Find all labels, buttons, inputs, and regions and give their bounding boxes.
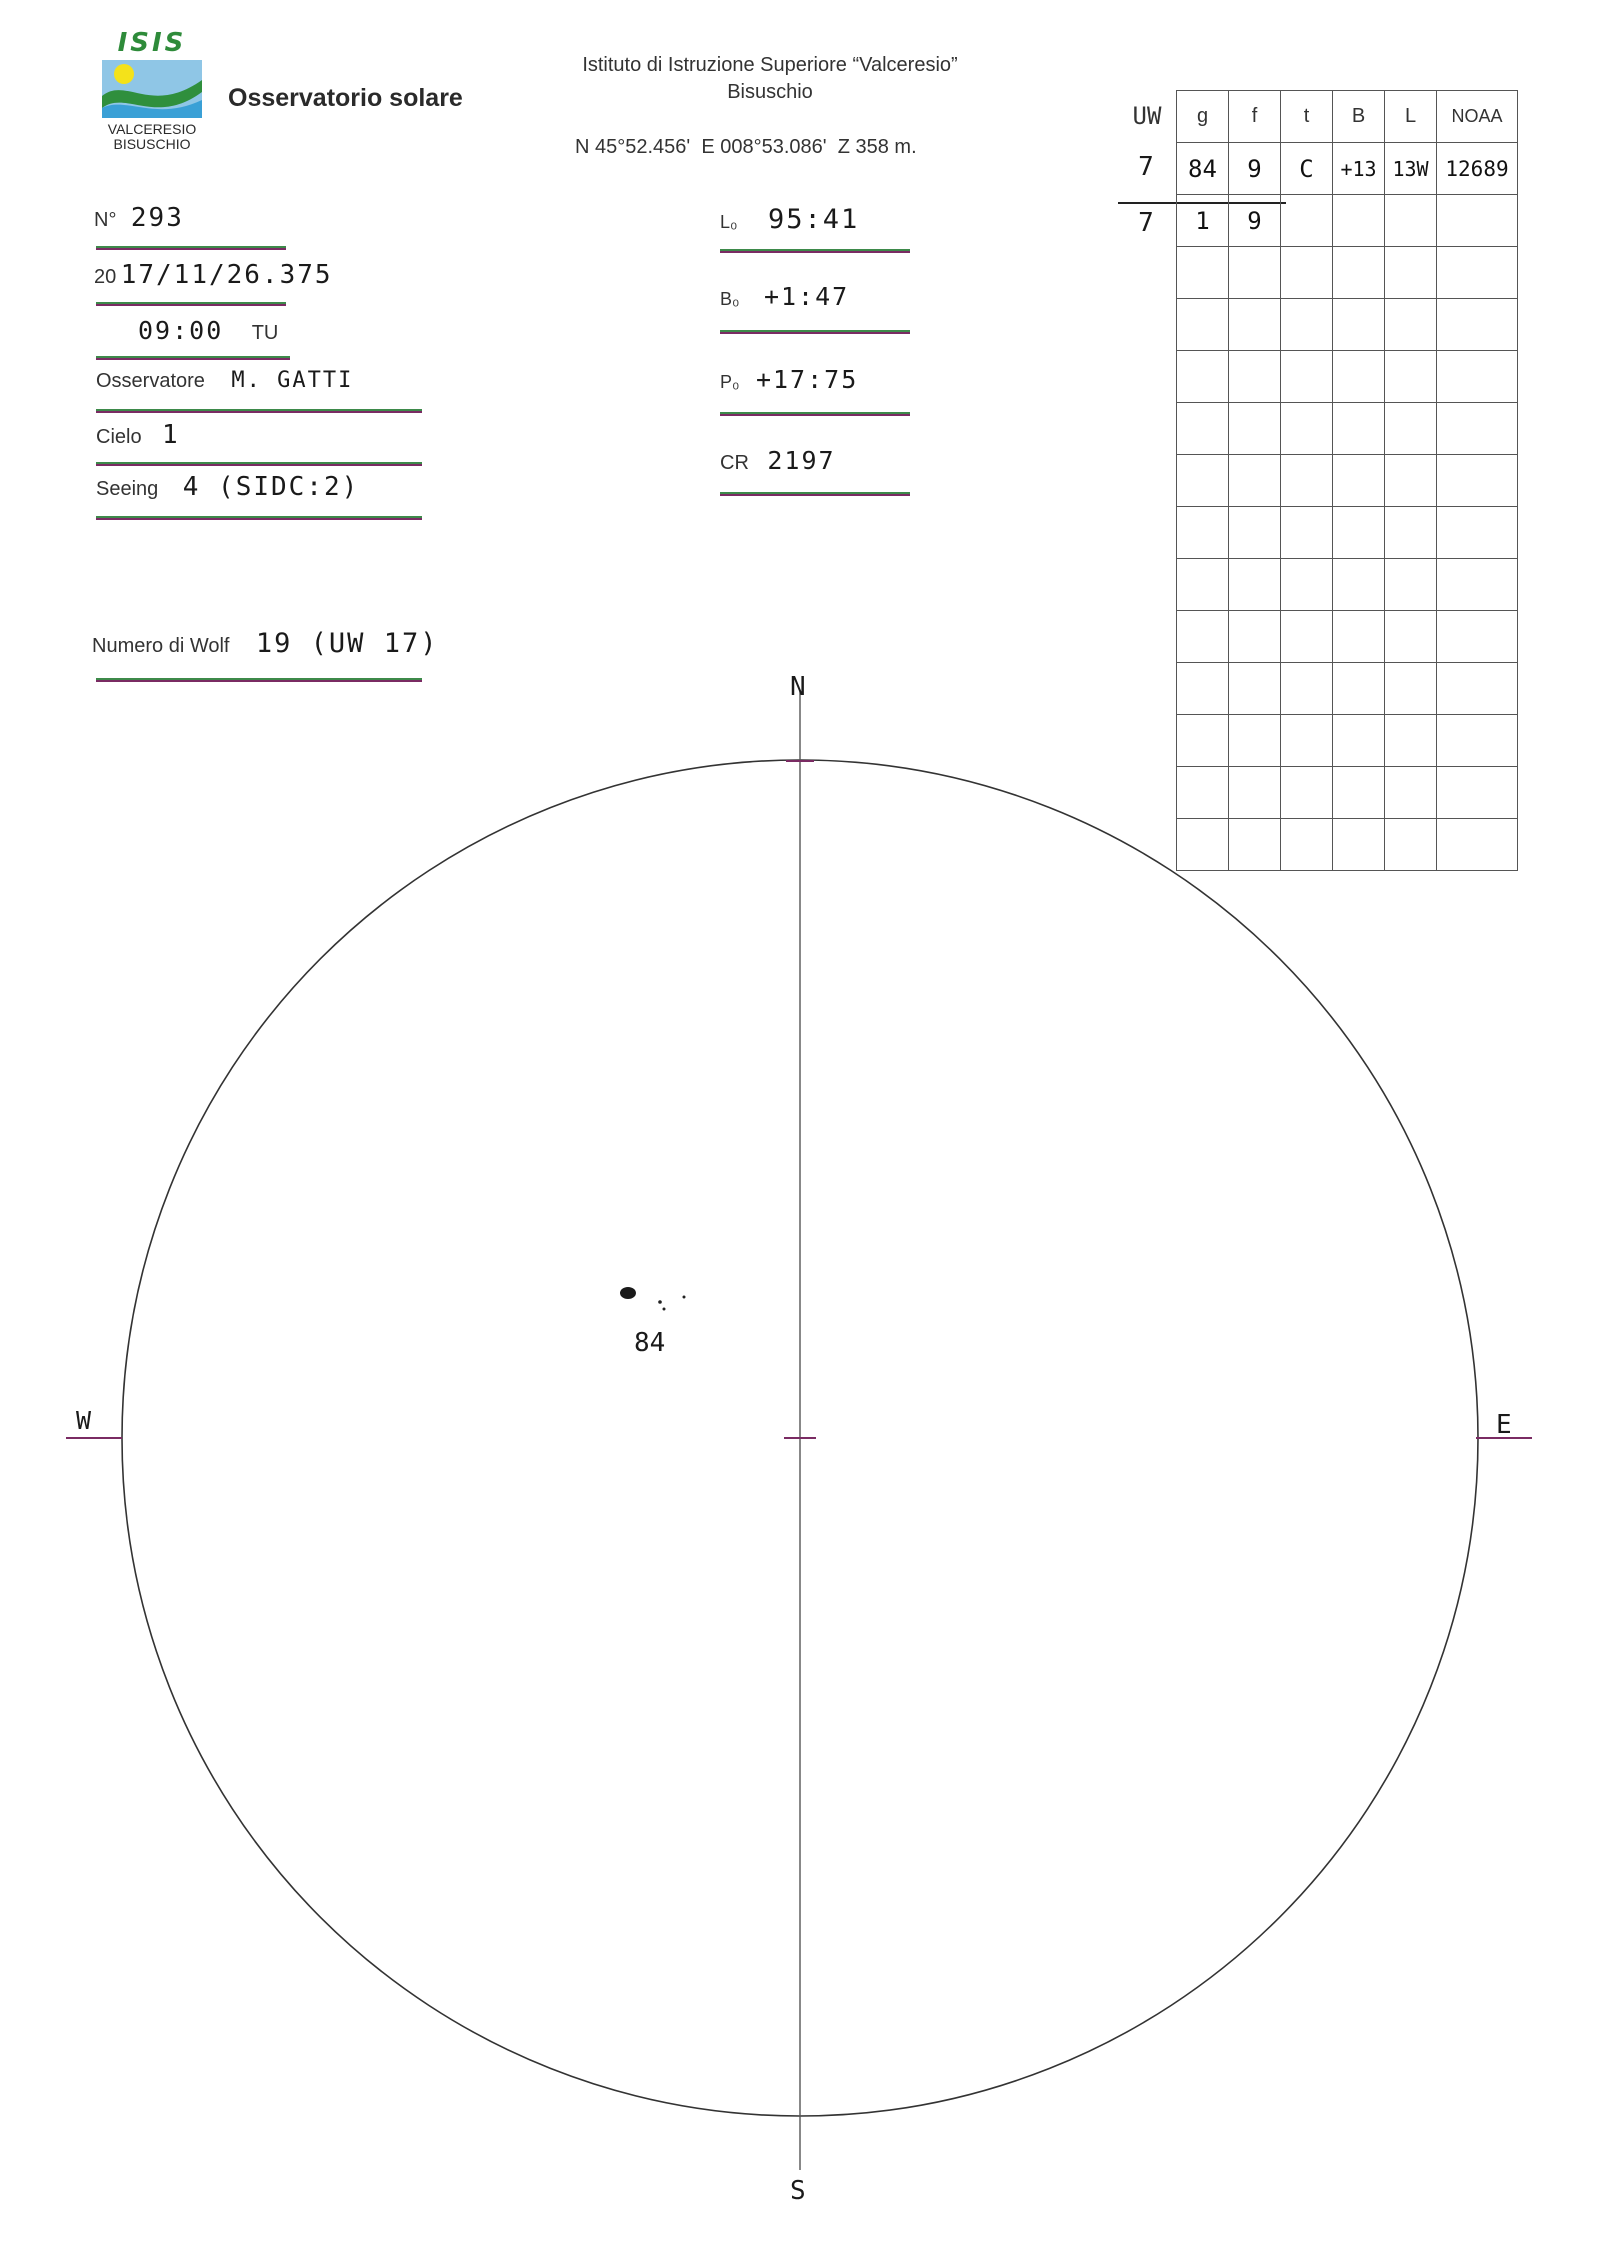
seeing-value: 4 (SIDC:2) — [182, 472, 360, 502]
wolf-label: Numero di Wolf — [92, 635, 230, 657]
institute-line-1: Istituto di Istruzione Superiore “Valceresio” — [582, 54, 958, 76]
sunspot — [620, 1287, 636, 1299]
uw-header: UW — [1132, 102, 1162, 130]
observer-value: M. GATTI — [231, 368, 354, 393]
sunspot — [658, 1300, 662, 1304]
time-value: 09:00 — [138, 316, 224, 345]
sky-value: 1 — [162, 420, 180, 450]
cell-f: 9 — [1229, 195, 1281, 247]
logo-title: ISIS — [117, 28, 187, 58]
col-header-l: L — [1385, 91, 1437, 143]
number-label: N° — [94, 209, 117, 231]
b0-label: B₀ — [720, 289, 740, 309]
north-label: N — [790, 672, 806, 702]
observatory-title: Osservatorio solare — [228, 84, 463, 112]
wolf-value: 19 (UW 17) — [255, 628, 439, 659]
l0-label: L₀ — [720, 212, 738, 232]
logo-subtitle-2: BISUSCHIO — [113, 136, 191, 152]
number-value: 293 — [130, 203, 184, 233]
sunspot — [683, 1296, 686, 1299]
b0-value: +1:47 — [763, 282, 850, 311]
logo-subtitle-1: VALCERESIO — [107, 121, 197, 137]
col-header-b: B — [1333, 91, 1385, 143]
observer-label: Osservatore — [96, 370, 205, 392]
cell-f: 9 — [1229, 143, 1281, 195]
date-prefix: 20 — [94, 266, 117, 288]
uw-value-row2: 7 — [1138, 208, 1156, 238]
cr-label: CR — [720, 452, 749, 474]
group-label: 84 — [634, 1328, 666, 1358]
l0-value: 95:41 — [767, 204, 860, 235]
col-header-noaa: NOAA — [1437, 91, 1518, 143]
cell-noaa: 12689 — [1437, 143, 1518, 195]
col-header-t: t — [1281, 91, 1333, 143]
date-value: 17/11/26.375 — [120, 260, 333, 290]
uw-value-row1: 7 — [1138, 152, 1156, 182]
p0-label: P₀ — [720, 372, 740, 392]
col-header-f: f — [1229, 91, 1281, 143]
coordinates: N 45°52.456' E 008°53.086' Z 358 m. — [575, 136, 917, 158]
cell-l: 13W — [1385, 143, 1437, 195]
west-label: W — [76, 1406, 92, 1435]
cr-value: 2197 — [767, 446, 836, 475]
seeing-label: Seeing — [96, 478, 159, 500]
cell-g: 84 — [1177, 143, 1229, 195]
south-label: S — [790, 2176, 806, 2206]
time-unit: TU — [251, 322, 279, 344]
cell-g: 1 — [1177, 195, 1229, 247]
cell-b: +13 — [1333, 143, 1385, 195]
cell-t: C — [1281, 143, 1333, 195]
sunspot — [663, 1308, 666, 1311]
p0-value: +17:75 — [755, 365, 859, 394]
col-header-g: g — [1177, 91, 1229, 143]
institute-line-2: Bisuschio — [727, 81, 813, 103]
sky-label: Cielo — [96, 426, 142, 448]
east-label: E — [1496, 1410, 1512, 1440]
